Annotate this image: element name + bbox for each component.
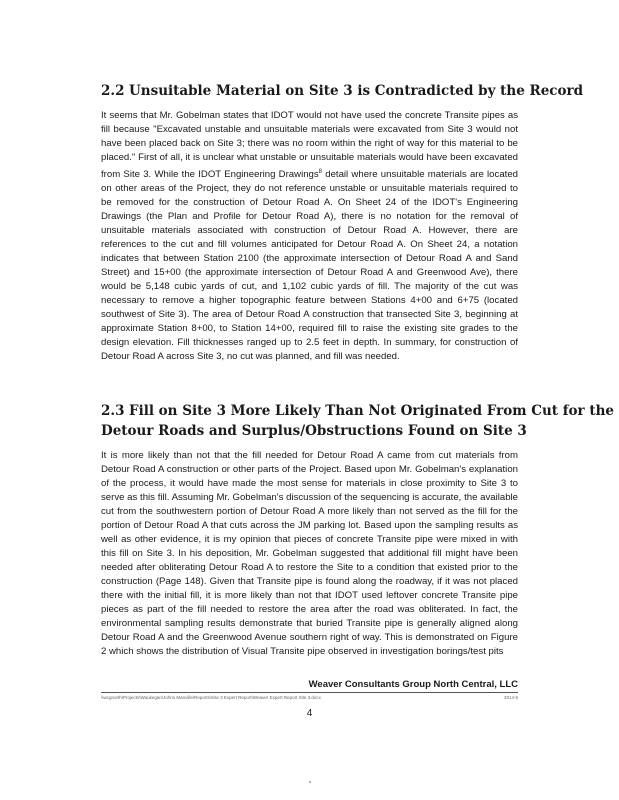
section-title-line-2: Detour Roads and Surplus/Obstructions Found on Site 3 [101, 423, 527, 439]
footer-date: 2014-5 [503, 695, 518, 700]
section-title-line-1: Fill on Site 3 More Likely Than Not Originated From Cut for the [129, 403, 614, 419]
paragraph-text: It is more likely than not that the fill needed for Detour Road A came from cut materials from Detour Road A construction or other parts of the Project. Based upon Mr. Gobelman's explanation of the process, it would have made the most sense for materials in close proximity to Site 3 to serve as this fill. Assuming Mr. Gobelman's discussion of the sequencing is accurate, the available cut from the southwestern portion of Detour Road A more likely than not served as the fill for the portion of Detour Road A that cuts across the JM parking lot. Based upon the sampling results as well as other evidence, it is my opinion that pieces of concrete Transite pipe were mixed in with this fill on Site 3. In his deposition, Mr. Gobelman suggested that additional fill might have been needed after obliterating Detour Road A to restore the Site to a condition that existed prior to the construction (Page 148). Given that Transite pipe is found along the roadway, if it was not placed there with the initial fill, it is more likely than not that IDOT used leftover concrete Transite pipe pieces as part of the fill needed to restore the area after the road was obliterated. In fact, the environmental sampling results demonstrate that buried Transite pipe is generally aligned along Detour Road A and the Greenwood Avenue southern right of way. This is demonstrated on Figure 2 which shows the distribution of Visual Transite pipe observed in investigation borings/test pits [101, 450, 518, 657]
footer-divider [101, 692, 518, 693]
section-title: Unsuitable Material on Site 3 is Contradicted by the Record [129, 83, 584, 99]
paragraph-text: detail where unsuitable materials are located on other areas of the Project, they do not reference unstable or unsuitable materials required to be removed for the construction of Detour Road A. On Sheet 24 of the IDOT's Engineering Drawings (the Plan and Profile for Detour Road A), there is no notation for the removal of unsuitable materials associated with construction of Detour Road A. However, there are references to the cut and fill volumes anticipated for Detour Road A. On Sheet 24, a notation indicates that between Station 2100 (the approximate intersection of Detour Road A and Sand Street) and 15+00 (the approximate intersection of Detour Road A and Greenwood Ave), there would be 5,148 cubic yards of cut, and 1,102 cubic yards of fill. The majority of the cut was necessary to remove a higher topographic feature between Stations 4+00 and 6+75 (located southwest of Site 3). The area of Detour Road A construction that transected Site 3, beginning at approximate Station 8+00, to Station 14+00, required fill to raise the existing site grades to the design elevation. Fill thicknesses ranged up to 2.5 feet in depth. In summary, for construction of Detour Road A across Site 3, no cut was planned, and fill was needed. [101, 169, 518, 363]
paragraph-2-2 [101, 109, 518, 364]
section-heading-2-3 [101, 401, 614, 441]
section-heading-2-2 [101, 81, 583, 101]
footer-firm-name: Weaver Consultants Group North Central, LLC [308, 679, 518, 690]
section-number: 2.3 [101, 403, 125, 419]
paragraph-2-3 [101, 449, 518, 659]
scan-artifact [309, 781, 311, 783]
footer-file-path: \\wcgnorth\Projects\Waukegan\Johns Manville\Reports\Site 3 Expert Report\Weaver Expert Report Site 3.docx [101, 695, 321, 700]
page-number: 4 [306, 708, 313, 719]
paragraph-text: It seems that Mr. Gobelman states that IDOT would not have used the concrete Transite pipes as fill because "Excavated unstable and unsuitable materials were excavated from Site 3 would not have been placed back on Site 3; there was no room within the right of way for this material to be placed." First of all, it is unclear what unstable or unsuitable materials would have been excavated from Site 3. While the IDOT Engineering Drawings [101, 110, 518, 181]
section-number: 2.2 [101, 83, 125, 99]
footnote-reference: 8 [318, 169, 323, 175]
